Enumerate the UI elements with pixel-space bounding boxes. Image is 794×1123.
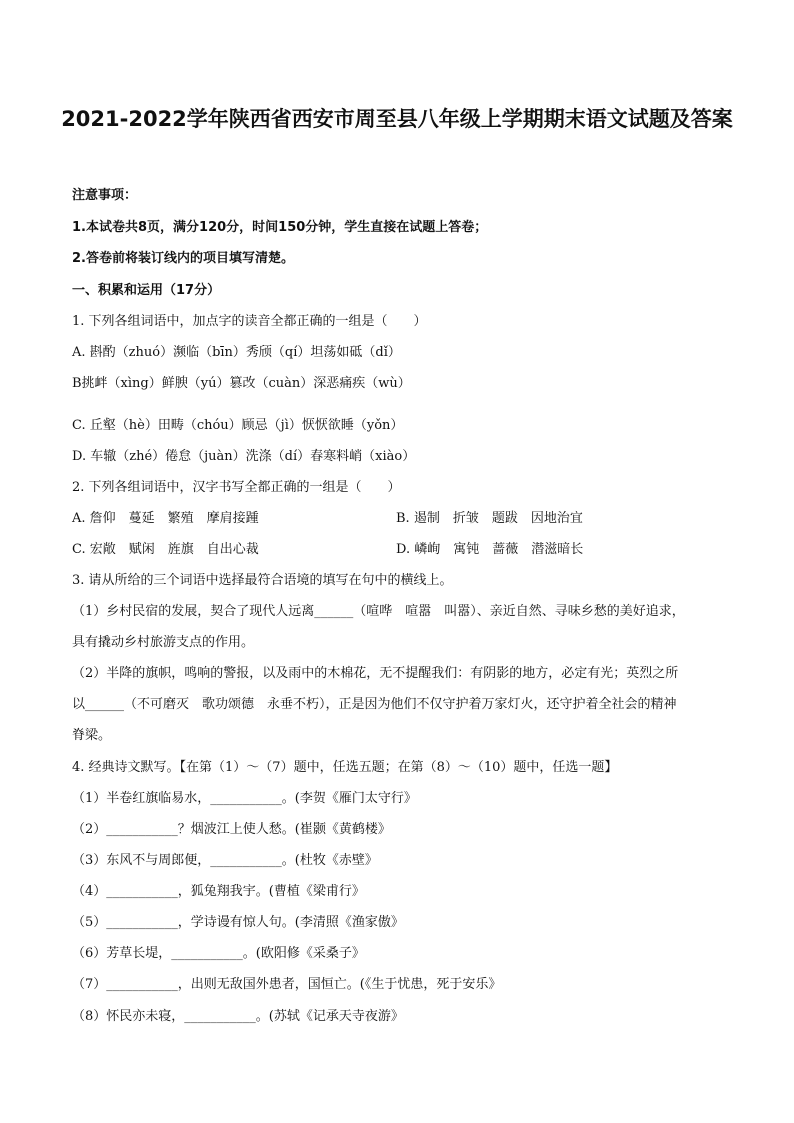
question-1-option-b: B挑衅（xìng）鲜腴（yú）篡改（cuàn）深恶痛疾（wù） — [72, 376, 411, 391]
question-4-item-1: （1）半卷红旗临易水，___________。(李贺《雁门太守行》 — [72, 791, 417, 806]
notice-item-1: 1.本试卷共8页，满分120分，时间150分钟，学生直接在试题上答卷； — [72, 220, 488, 235]
section-heading: 一、积累和运用（17分） — [72, 283, 221, 298]
question-4: 4. 经典诗文默写。【在第（1）～（7）题中，任选五题；在第（8）～（10）题中，任选一题】 — [72, 760, 618, 775]
question-1-option-c: C. 丘壑（hè）田畴（chóu）顾忌（jì）恹恹欲睡（yǒn） — [72, 418, 404, 433]
notice-heading: 注意事项： — [72, 188, 138, 203]
notice-item-2: 2.答卷前将装订线内的项目填写清楚。 — [72, 251, 294, 266]
question-3-item-1: （1）乡村民宿的发展，契合了现代人远离______（喧哗 喧嚣 叫嚣）、亲近自然、寻味乡愁的美好追求， — [72, 604, 685, 619]
question-2-option-b: B. 遏制 折皱 题跋 因地治宜 — [396, 511, 583, 526]
question-2: 2. 下列各组词语中，汉字书写全都正确的一组是（ ） — [72, 480, 401, 495]
question-1-option-d: D. 车辙（zhé）倦怠（juàn）洗涤（dí）春寒料峭（xiào） — [72, 449, 416, 464]
question-3-item-2: （2）半降的旗帜，鸣响的警报，以及雨中的木棉花，无不提醒我们：有阴影的地方，必定有光；英烈之所 — [72, 666, 679, 681]
question-4-item-5: （5）___________，学诗谩有惊人句。(李清照《渔家傲》 — [72, 915, 404, 930]
page-title: 2021-2022学年陕西省西安市周至县八年级上学期期末语文试题及答案 — [61, 107, 733, 131]
question-1-option-a: A. 斟酌（zhuó）濒临（bīn）秀颀（qí）坦荡如砥（dǐ） — [72, 345, 401, 360]
question-4-item-2: （2）___________？烟波江上使人愁。(崔颢《黄鹤楼》 — [72, 822, 391, 837]
question-3-item-2-cont: 以______（不可磨灭 歌功颂德 永垂不朽），正是因为他们不仅守护着万家灯火，还守护着全社会的精神 — [72, 697, 677, 712]
question-3-item-2-end: 脊梁。 — [72, 728, 112, 743]
question-4-item-6: （6）芳草长堤，___________。(欧阳修《采桑子》 — [72, 946, 365, 961]
question-4-item-8: （8）怀民亦未寝，___________。(苏轼《记承天寺夜游》 — [72, 1009, 404, 1024]
question-2-option-a: A. 詹仰 蔓延 繁殖 摩肩接踵 — [72, 511, 259, 526]
question-1: 1. 下列各组词语中，加点字的读音全都正确的一组是（ ） — [72, 314, 427, 329]
question-3: 3. 请从所给的三个词语中选择最符合语境的填写在句中的横线上。 — [72, 573, 453, 588]
question-4-item-3: （3）东风不与周郎便，___________。(杜牧《赤壁》 — [72, 853, 378, 868]
question-3-item-1-cont: 具有撬动乡村旅游支点的作用。 — [72, 635, 255, 650]
question-4-item-7: （7）___________，出则无敌国外患者，国恒亡。(《生于忧患，死于安乐》 — [72, 977, 502, 992]
question-2-option-d: D. 嶙峋 寓钝 蔷薇 潜滋暗长 — [396, 542, 584, 557]
question-4-item-4: （4）___________，狐兔翔我宇。(曹植《梁甫行》 — [72, 884, 365, 899]
question-2-option-c: C. 宏敞 赋闲 旌旗 自出心裁 — [72, 542, 259, 557]
